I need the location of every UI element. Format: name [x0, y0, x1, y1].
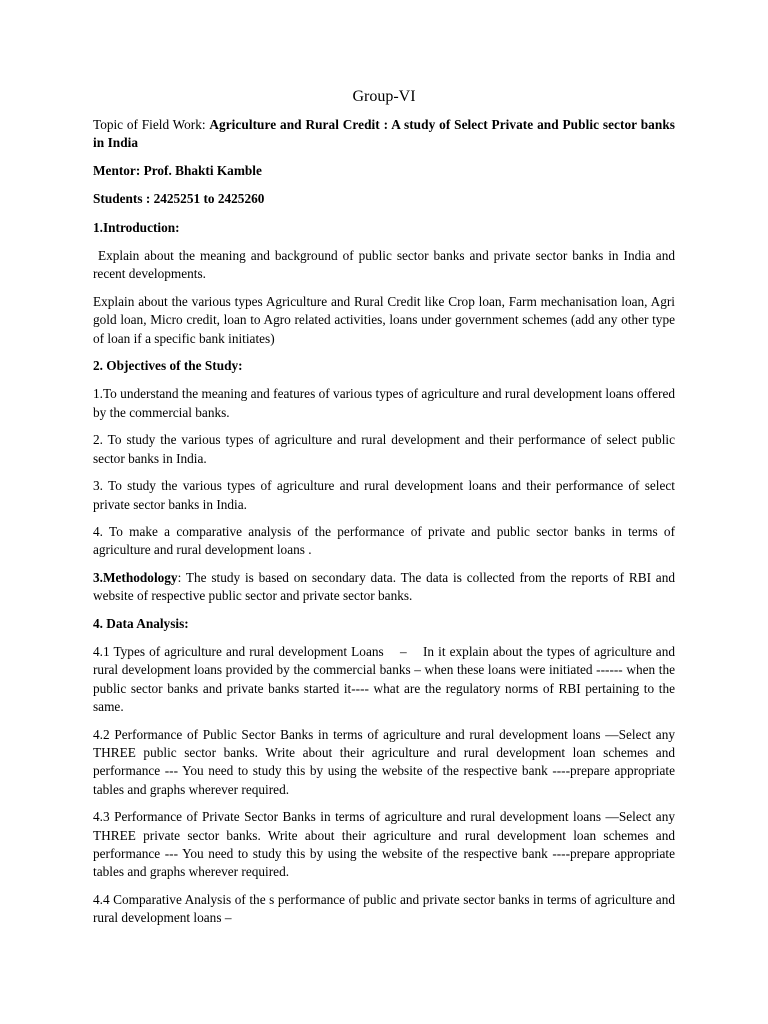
- students-line: [93, 190, 675, 208]
- intro-paragraph-2: Explain about the various types Agriculture and Rural Credit like Crop loan, Farm mechanisation loan, Agri gold loan, Micro credit, loan to Agro related activities, loans under government schemes (add any other type of loan if a specific bank initiates): [93, 293, 675, 346]
- methodology-label: 3.Methodology: [93, 569, 178, 585]
- topic-value: Agriculture and Rural Credit : A study of Select Private and Public sector banks in India: [93, 117, 675, 151]
- page-title: Group-VI: [352, 88, 416, 105]
- methodology-paragraph: [93, 569, 675, 606]
- analysis-item-4-3: 4.3 Performance of Private Sector Banks in terms of agriculture and rural development loans —Select any THREE private sector banks. Write about their agriculture and rural development loan schemes and performance --- You need to study this by using the website of the respective bank ----prepare appropriate tables and graphs wherever required.: [93, 809, 675, 880]
- intro-paragraph-1: Explain about the meaning and background of public sector banks and private sector banks in India and recent developments.: [93, 248, 679, 282]
- objective-item-3: 3. To study the various types of agriculture and rural development loans and their performance of select private sector banks in India.: [93, 478, 675, 512]
- analysis-item-4-1: 4.1 Types of agriculture and rural development Loans – In it explain about the types of agriculture and rural development loans provided by the commercial banks – when these loans were initiated ------ when the public sector banks and private banks started it---- what are the regulatory norms of RBI pertaining to the same.: [93, 643, 679, 715]
- intro-heading-text: 1.Introduction:: [93, 219, 180, 235]
- students-text: Students : 2425251 to 2425260: [93, 191, 265, 207]
- methodology-text: : The study is based on secondary data. The data is collected from the reports of RBI and website of respective public sector and private sector banks.: [93, 569, 675, 604]
- mentor-text: Mentor: Prof. Bhakti Kamble: [93, 162, 262, 178]
- analysis-item-4-4: 4.4 Comparative Analysis of the s performance of public and private sector banks in terms of agriculture and rural development loans –: [93, 891, 675, 926]
- objectives-heading-text: 2. Objectives of the Study:: [93, 358, 243, 374]
- mentor-line: [93, 162, 675, 180]
- topic-line: [93, 116, 675, 153]
- objective-item-2: 2. To study the various types of agriculture and rural development and their performance of select public sector banks in India.: [93, 432, 675, 466]
- analysis-item-4-2: 4.2 Performance of Public Sector Banks in terms of agriculture and rural development loans —Select any THREE public sector banks. Write about their agriculture and rural development loan schemes and performance --- You need to study this by using the website of the respective bank ----prepare appropriate tables and graphs wherever required.: [93, 726, 675, 797]
- intro-heading: [93, 219, 675, 237]
- topic-label: Topic of Field Work:: [93, 117, 210, 132]
- analysis-heading: [93, 615, 675, 633]
- objectives-heading: [93, 357, 675, 375]
- objective-item-4: 4. To make a comparative analysis of the performance of private and public sector banks in terms of agriculture and rural development loans .: [93, 523, 675, 558]
- analysis-heading-text: 4. Data Analysis:: [93, 615, 189, 631]
- objective-item-1: 1.To understand the meaning and features of various types of agriculture and rural development loans offered by the commercial banks.: [93, 386, 675, 420]
